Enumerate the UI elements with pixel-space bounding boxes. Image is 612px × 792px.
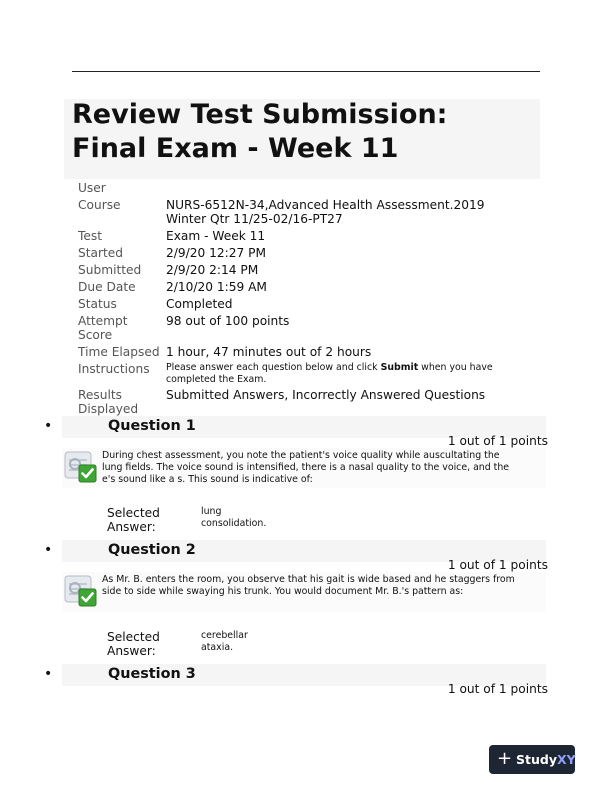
question-2-selected-answer: cerebellar ataxia. xyxy=(201,630,248,653)
question-3-bullet: • xyxy=(44,666,53,682)
top-divider xyxy=(72,71,540,72)
info-label-instructions: Instructions xyxy=(78,362,150,376)
info-value-due-date: 2/10/20 1:59 AM xyxy=(166,280,267,294)
info-value-test: Exam - Week 11 xyxy=(166,229,266,243)
info-label-course: Course xyxy=(78,198,121,212)
info-label-started: Started xyxy=(78,246,124,260)
plus-icon: + xyxy=(497,748,513,769)
question-2-points: 1 out of 1 points xyxy=(447,558,548,572)
info-value-time-elapsed: 1 hour, 47 minutes out of 2 hours xyxy=(166,345,372,359)
info-value-status: Completed xyxy=(166,297,233,311)
question-2-selected-label: Selected Answer: xyxy=(107,630,160,658)
correct-check-icon xyxy=(64,575,98,607)
info-value-results-displayed: Submitted Answers, Incorrectly Answered Questions xyxy=(166,388,486,402)
info-value-course: NURS-6512N-34,Advanced Health Assessment.2019 Winter Qtr 11/25-02/16-PT27 xyxy=(166,198,485,226)
info-value-instructions xyxy=(166,362,521,386)
info-value-attempt-score: 98 out of 100 points xyxy=(166,314,290,328)
page-title-line-1: Review Test Submission: xyxy=(72,99,448,130)
info-value-submitted: 2/9/20 2:14 PM xyxy=(166,263,259,277)
question-3-title: Question 3 xyxy=(108,666,196,682)
page-title-line-2: Final Exam - Week 11 xyxy=(72,133,399,164)
info-label-submitted: Submitted xyxy=(78,263,142,277)
question-1-bullet: • xyxy=(44,418,53,434)
brand-part-xy: XY xyxy=(556,752,576,767)
instructions-text-b: when you have completed the Exam. xyxy=(166,362,493,385)
instructions-text-a: Please answer each question below and click xyxy=(166,362,381,373)
studyxy-logo-text xyxy=(516,752,576,767)
info-label-results-displayed: Results Displayed xyxy=(78,388,139,416)
info-label-status: Status xyxy=(78,297,117,311)
question-2-title: Question 2 xyxy=(108,542,196,558)
info-label-time-elapsed: Time Elapsed xyxy=(78,345,160,359)
question-1-title: Question 1 xyxy=(108,418,196,434)
question-1-selected-answer: lung consolidation. xyxy=(201,506,267,529)
question-1-selected-label: Selected Answer: xyxy=(107,506,160,534)
info-value-started: 2/9/20 12:27 PM xyxy=(166,246,266,260)
info-label-due-date: Due Date xyxy=(78,280,136,294)
question-2-bullet: • xyxy=(44,542,53,558)
brand-part-study: Study xyxy=(516,752,557,767)
info-label-attempt-score: Attempt Score xyxy=(78,314,128,342)
question-2-text: As Mr. B. enters the room, you observe that his gait is wide based and he staggers from side to side while swaying his trunk. You would document Mr. B.'s pattern as: xyxy=(102,574,515,597)
correct-check-icon xyxy=(64,451,98,483)
instructions-submit-word: Submit xyxy=(380,362,419,373)
question-1-text: During chest assessment, you note the patient's voice quality while auscultating the lung fields. The voice sound is intensified, there is a nasal quality to the voice, and the e's sound like a s. This sound is indicative of: xyxy=(102,450,510,485)
question-3-points: 1 out of 1 points xyxy=(447,682,548,696)
question-1-points: 1 out of 1 points xyxy=(447,434,548,448)
info-label-user: User xyxy=(78,181,106,195)
info-label-test: Test xyxy=(78,229,102,243)
studyxy-badge[interactable] xyxy=(489,745,575,774)
